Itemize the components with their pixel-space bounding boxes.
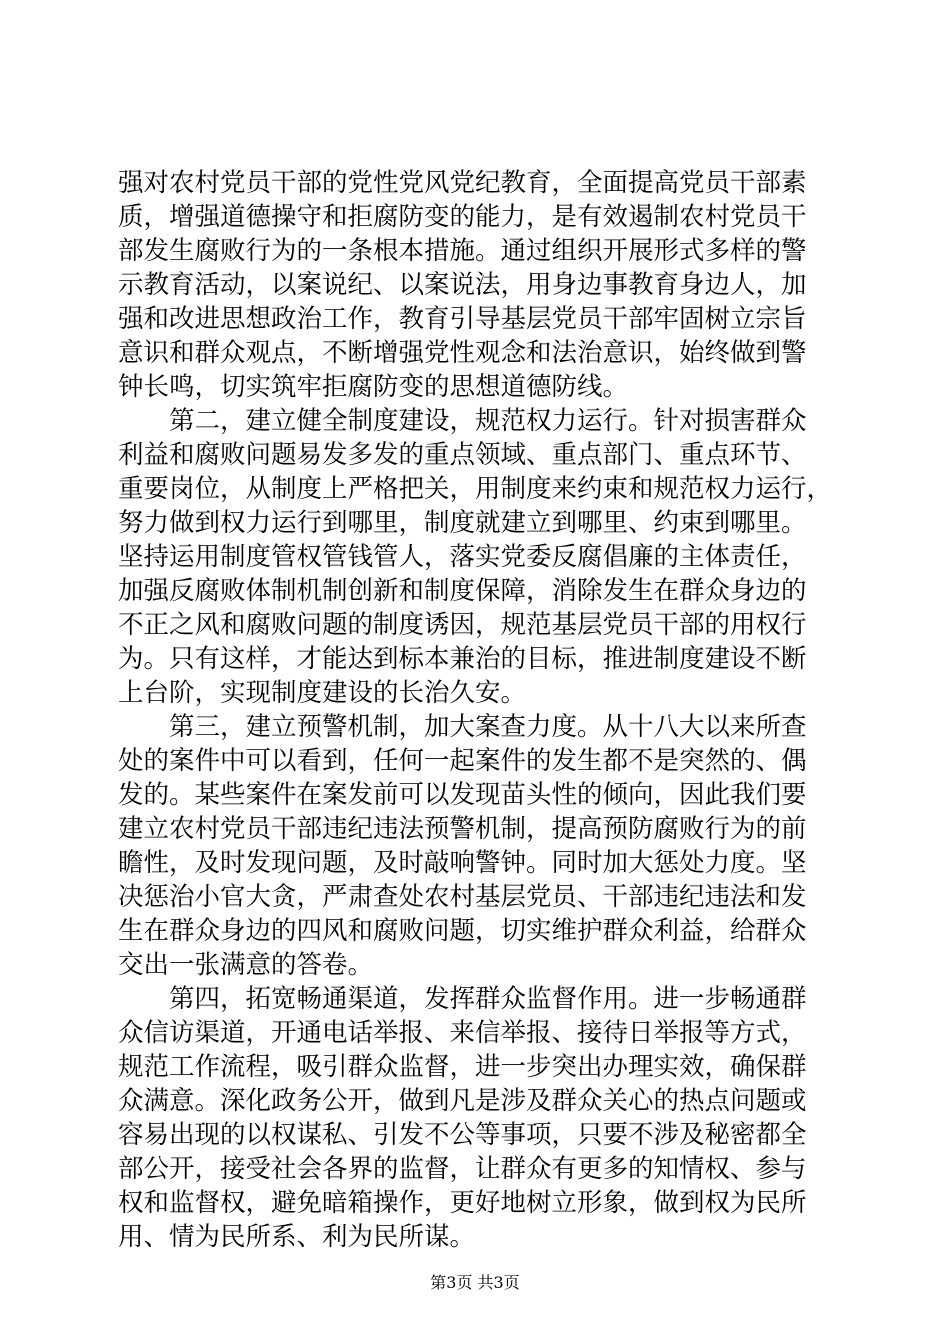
text-line: 部公开，接受社会各界的监督，让群众有更多的知情权、参与 xyxy=(118,1154,807,1184)
text-line: 重要岗位，从制度上严格把关，用制度来约束和规范权力运行， xyxy=(118,474,833,504)
text-line: 加强反腐败体制机制创新和制度保障，消除发生在群众身边的 xyxy=(118,576,807,606)
text-line: 建立农村党员干部违纪违法预警机制，提高预防腐败行为的前 xyxy=(118,814,807,844)
text-line: 众满意。深化政务公开，做到凡是涉及群众关心的热点问题或 xyxy=(118,1086,807,1116)
text-line: 规范工作流程，吸引群众监督，进一步突出办理实效，确保群 xyxy=(118,1052,807,1082)
text-line: 利益和腐败问题易发多发的重点领域、重点部门、重点环节、 xyxy=(118,440,807,470)
text-line: 意识和群众观点，不断增强党性观念和法治意识，始终做到警 xyxy=(118,338,807,368)
text-line: 为。只有这样，才能达到标本兼治的目标，推进制度建设不断 xyxy=(118,644,807,674)
text-line: 发的。某些案件在案发前可以发现苗头性的倾向，因此我们要 xyxy=(118,780,807,810)
text-line: 权和监督权，避免暗箱操作，更好地树立形象，做到权为民所 xyxy=(118,1188,807,1218)
text-line: 瞻性，及时发现问题，及时敲响警钟。同时加大惩处力度。坚 xyxy=(118,848,807,878)
text-line: 交出一张满意的答卷。 xyxy=(118,950,374,980)
text-line: 第二，建立健全制度建设，规范权力运行。针对损害群众 xyxy=(118,406,807,436)
document-body xyxy=(118,166,838,1254)
text-line: 生在群众身边的四风和腐败问题，切实维护群众利益，给群众 xyxy=(118,916,807,946)
text-line: 示教育活动，以案说纪、以案说法，用身边事教育身边人，加 xyxy=(118,270,807,300)
text-line: 第四，拓宽畅通渠道，发挥群众监督作用。进一步畅通群 xyxy=(118,984,807,1014)
text-line: 质，增强道德操守和拒腐防变的能力，是有效遏制农村党员干 xyxy=(118,202,807,232)
text-line: 第三，建立预警机制，加大案查力度。从十八大以来所查 xyxy=(118,712,807,742)
page-footer: 第3页 共3页 xyxy=(430,1273,520,1292)
text-line: 处的案件中可以看到，任何一起案件的发生都不是突然的、偶 xyxy=(118,746,807,776)
text-line: 用、情为民所系、利为民所谋。 xyxy=(118,1222,476,1252)
text-line: 坚持运用制度管权管钱管人，落实党委反腐倡廉的主体责任， xyxy=(118,542,807,572)
text-line: 上台阶，实现制度建设的长治久安。 xyxy=(118,678,527,708)
text-line: 钟长鸣，切实筑牢拒腐防变的思想道德防线。 xyxy=(118,372,629,402)
text-line: 努力做到权力运行到哪里，制度就建立到哪里、约束到哪里。 xyxy=(118,508,807,538)
text-line: 容易出现的以权谋私、引发不公等事项，只要不涉及秘密都全 xyxy=(118,1120,807,1150)
text-line: 不正之风和腐败问题的制度诱因，规范基层党员干部的用权行 xyxy=(118,610,807,640)
text-line: 众信访渠道，开通电话举报、来信举报、接待日举报等方式， xyxy=(118,1018,807,1048)
text-line: 决惩治小官大贪，严肃查处农村基层党员、干部违纪违法和发 xyxy=(118,882,807,912)
text-line: 强对农村党员干部的党性党风党纪教育，全面提高党员干部素 xyxy=(118,168,807,198)
text-line: 部发生腐败行为的一条根本措施。通过组织开展形式多样的警 xyxy=(118,236,807,266)
text-line: 强和改进思想政治工作，教育引导基层党员干部牢固树立宗旨 xyxy=(118,304,807,334)
